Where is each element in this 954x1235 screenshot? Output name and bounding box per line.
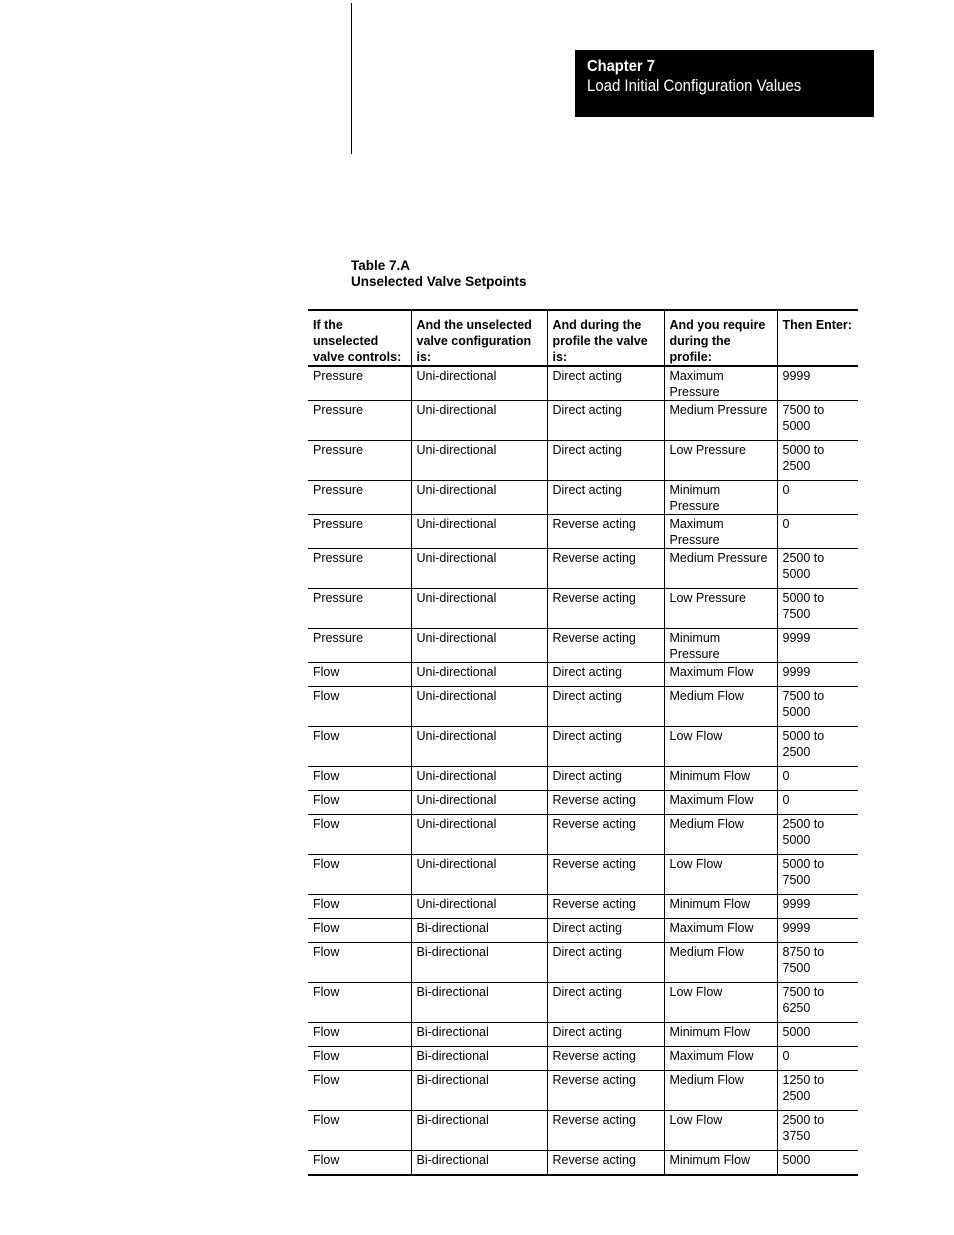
table-row bbox=[308, 687, 858, 727]
table-cell: 9999 bbox=[777, 663, 858, 687]
table-cell: Pressure bbox=[308, 589, 411, 629]
table-cell: Direct acting bbox=[547, 663, 664, 687]
table-cell: Maximum Flow bbox=[664, 919, 777, 943]
table-cell: 5000 to 7500 bbox=[777, 589, 858, 629]
table-cell: 0 bbox=[777, 767, 858, 791]
table-cell: Flow bbox=[308, 767, 411, 791]
table-cell: Reverse acting bbox=[547, 895, 664, 919]
table-row bbox=[308, 401, 858, 441]
table-cell: Medium Flow bbox=[664, 815, 777, 855]
table-row bbox=[308, 727, 858, 767]
table-cell: Direct acting bbox=[547, 727, 664, 767]
table-cell: Direct acting bbox=[547, 481, 664, 515]
table-row bbox=[308, 919, 858, 943]
chapter-label: Chapter 7 bbox=[587, 58, 655, 75]
table-row bbox=[308, 366, 858, 401]
table-cell: Flow bbox=[308, 815, 411, 855]
chapter-title: Load Initial Configuration Values bbox=[587, 76, 802, 95]
table-cell: Direct acting bbox=[547, 943, 664, 983]
table-cell: Uni-directional bbox=[411, 895, 547, 919]
table-cell: Low Flow bbox=[664, 1111, 777, 1151]
column-header: Then Enter: bbox=[777, 310, 858, 366]
table-cell: Uni-directional bbox=[411, 727, 547, 767]
table-cell: Maximum Flow bbox=[664, 791, 777, 815]
table-cell: 9999 bbox=[777, 895, 858, 919]
table-cell: Flow bbox=[308, 791, 411, 815]
table-cell: Pressure bbox=[308, 515, 411, 549]
table-cell: 9999 bbox=[777, 919, 858, 943]
table-cell: Maximum Flow bbox=[664, 1047, 777, 1071]
table-cell: Bi-directional bbox=[411, 1023, 547, 1047]
table-cell: 2500 to 5000 bbox=[777, 815, 858, 855]
table-cell: Flow bbox=[308, 983, 411, 1023]
table-row bbox=[308, 1151, 858, 1176]
table-row bbox=[308, 441, 858, 481]
table-caption bbox=[351, 258, 527, 290]
table-cell: Flow bbox=[308, 1047, 411, 1071]
table-cell: Minimum Flow bbox=[664, 895, 777, 919]
table-cell: Minimum Flow bbox=[664, 1151, 777, 1176]
table-cell: Low Flow bbox=[664, 983, 777, 1023]
table-cell: Reverse acting bbox=[547, 791, 664, 815]
table-cell: Direct acting bbox=[547, 919, 664, 943]
table-cell: Uni-directional bbox=[411, 687, 547, 727]
table-cell: 1250 to 2500 bbox=[777, 1071, 858, 1111]
table-cell: Flow bbox=[308, 919, 411, 943]
table-cell: Reverse acting bbox=[547, 1151, 664, 1176]
table-cell: Bi-directional bbox=[411, 983, 547, 1023]
table-cell: 0 bbox=[777, 791, 858, 815]
table-cell: Medium Flow bbox=[664, 943, 777, 983]
table-cell: Flow bbox=[308, 1111, 411, 1151]
table-cell: Medium Pressure bbox=[664, 549, 777, 589]
table-cell: Maximum Pressure bbox=[664, 515, 777, 549]
table-row bbox=[308, 1023, 858, 1047]
table-cell: Reverse acting bbox=[547, 1111, 664, 1151]
table-cell: 5000 to 2500 bbox=[777, 727, 858, 767]
table-cell: 7500 to 5000 bbox=[777, 401, 858, 441]
table-cell: Medium Flow bbox=[664, 687, 777, 727]
table-cell: 0 bbox=[777, 481, 858, 515]
table-cell: Pressure bbox=[308, 481, 411, 515]
table-cell: Flow bbox=[308, 727, 411, 767]
table-cell: 9999 bbox=[777, 366, 858, 401]
table-cell: Reverse acting bbox=[547, 1047, 664, 1071]
table-cell: Uni-directional bbox=[411, 401, 547, 441]
table-row bbox=[308, 895, 858, 919]
table-cell: Uni-directional bbox=[411, 441, 547, 481]
table-cell: Flow bbox=[308, 895, 411, 919]
table-cell: Direct acting bbox=[547, 983, 664, 1023]
column-header: And you require during the profile: bbox=[664, 310, 777, 366]
table-number: Table 7.A bbox=[351, 258, 411, 273]
table-cell: Uni-directional bbox=[411, 855, 547, 895]
table-cell: Bi-directional bbox=[411, 943, 547, 983]
table-row bbox=[308, 663, 858, 687]
table-cell: Direct acting bbox=[547, 687, 664, 727]
table-cell: Medium Flow bbox=[664, 1071, 777, 1111]
table-row bbox=[308, 589, 858, 629]
table-cell: 0 bbox=[777, 515, 858, 549]
table-cell: Pressure bbox=[308, 629, 411, 663]
table-cell: Uni-directional bbox=[411, 767, 547, 791]
table-row bbox=[308, 1071, 858, 1111]
table-cell: Reverse acting bbox=[547, 515, 664, 549]
table-cell: 2500 to 3750 bbox=[777, 1111, 858, 1151]
table-cell: 7500 to 5000 bbox=[777, 687, 858, 727]
table-row bbox=[308, 1111, 858, 1151]
table-cell: Flow bbox=[308, 663, 411, 687]
table-cell: Uni-directional bbox=[411, 629, 547, 663]
table-cell: Low Pressure bbox=[664, 589, 777, 629]
table-cell: Bi-directional bbox=[411, 919, 547, 943]
table-cell: 2500 to 5000 bbox=[777, 549, 858, 589]
table-cell: Low Flow bbox=[664, 727, 777, 767]
table-cell: 8750 to 7500 bbox=[777, 943, 858, 983]
table-row bbox=[308, 983, 858, 1023]
table-header-row bbox=[308, 310, 858, 366]
table-cell: Bi-directional bbox=[411, 1111, 547, 1151]
table-cell: Medium Pressure bbox=[664, 401, 777, 441]
table-cell: Uni-directional bbox=[411, 663, 547, 687]
margin-rule bbox=[351, 3, 352, 154]
table-row bbox=[308, 1047, 858, 1071]
table-cell: 5000 to 2500 bbox=[777, 441, 858, 481]
table-cell: Bi-directional bbox=[411, 1071, 547, 1111]
table-title: Unselected Valve Setpoints bbox=[351, 274, 527, 289]
table-row bbox=[308, 767, 858, 791]
table-cell: Reverse acting bbox=[547, 1071, 664, 1111]
table-row bbox=[308, 855, 858, 895]
table-cell: Flow bbox=[308, 943, 411, 983]
setpoints-table bbox=[308, 309, 858, 1176]
table-cell: Direct acting bbox=[547, 366, 664, 401]
table-cell: Uni-directional bbox=[411, 589, 547, 629]
table-cell: Reverse acting bbox=[547, 589, 664, 629]
table-cell: 9999 bbox=[777, 629, 858, 663]
column-header: And the unselected valve configuration is: bbox=[411, 310, 547, 366]
table-cell: 0 bbox=[777, 1047, 858, 1071]
chapter-header bbox=[575, 50, 874, 117]
column-header: And during the profile the valve is: bbox=[547, 310, 664, 366]
table-cell: Flow bbox=[308, 1151, 411, 1176]
table-row bbox=[308, 515, 858, 549]
table-cell: Flow bbox=[308, 855, 411, 895]
table-cell: Uni-directional bbox=[411, 791, 547, 815]
table-cell: Uni-directional bbox=[411, 815, 547, 855]
table-cell: 5000 bbox=[777, 1151, 858, 1176]
table-cell: Direct acting bbox=[547, 441, 664, 481]
table-cell: 7500 to 6250 bbox=[777, 983, 858, 1023]
table-cell: Pressure bbox=[313, 369, 364, 383]
table-cell: Pressure bbox=[308, 441, 411, 481]
table-cell: Minimum Flow bbox=[664, 767, 777, 791]
table-cell: Direct acting bbox=[547, 1023, 664, 1047]
table-cell: Pressure bbox=[308, 549, 411, 589]
table-cell: Maximum Flow bbox=[664, 663, 777, 687]
column-header: If the unselected valve controls: bbox=[308, 310, 411, 366]
table-cell: Bi-directional bbox=[411, 1151, 547, 1176]
table-cell: 5000 to 7500 bbox=[777, 855, 858, 895]
table-body bbox=[308, 366, 858, 1175]
table-row bbox=[308, 815, 858, 855]
table-cell: 5000 bbox=[777, 1023, 858, 1047]
table-cell: Uni-directional bbox=[411, 366, 547, 401]
table-cell: Minimum Flow bbox=[664, 1023, 777, 1047]
table-cell: Maximum Pressure bbox=[664, 366, 777, 401]
table-cell: Bi-directional bbox=[411, 1047, 547, 1071]
table-cell: Reverse acting bbox=[547, 549, 664, 589]
table-cell: Reverse acting bbox=[547, 629, 664, 663]
table-row bbox=[308, 549, 858, 589]
table-cell: Flow bbox=[308, 687, 411, 727]
table-cell: Direct acting bbox=[547, 401, 664, 441]
table-cell: Reverse acting bbox=[547, 855, 664, 895]
table-cell: Direct acting bbox=[547, 767, 664, 791]
table-cell: Uni-directional bbox=[411, 549, 547, 589]
table-cell: Low Pressure bbox=[664, 441, 777, 481]
table-cell: Uni-directional bbox=[411, 515, 547, 549]
table-cell: Reverse acting bbox=[547, 815, 664, 855]
table-cell: Uni-directional bbox=[411, 481, 547, 515]
table-cell: Pressure bbox=[308, 401, 411, 441]
table-cell: Minimum Pressure bbox=[664, 481, 777, 515]
table-row bbox=[308, 943, 858, 983]
table-cell: Flow bbox=[308, 1071, 411, 1111]
table-row bbox=[308, 481, 858, 515]
table-cell: Flow bbox=[308, 1023, 411, 1047]
table-cell: Low Flow bbox=[664, 855, 777, 895]
table-row bbox=[308, 629, 858, 663]
table-row bbox=[308, 791, 858, 815]
table-cell: Minimum Pressure bbox=[664, 629, 777, 663]
